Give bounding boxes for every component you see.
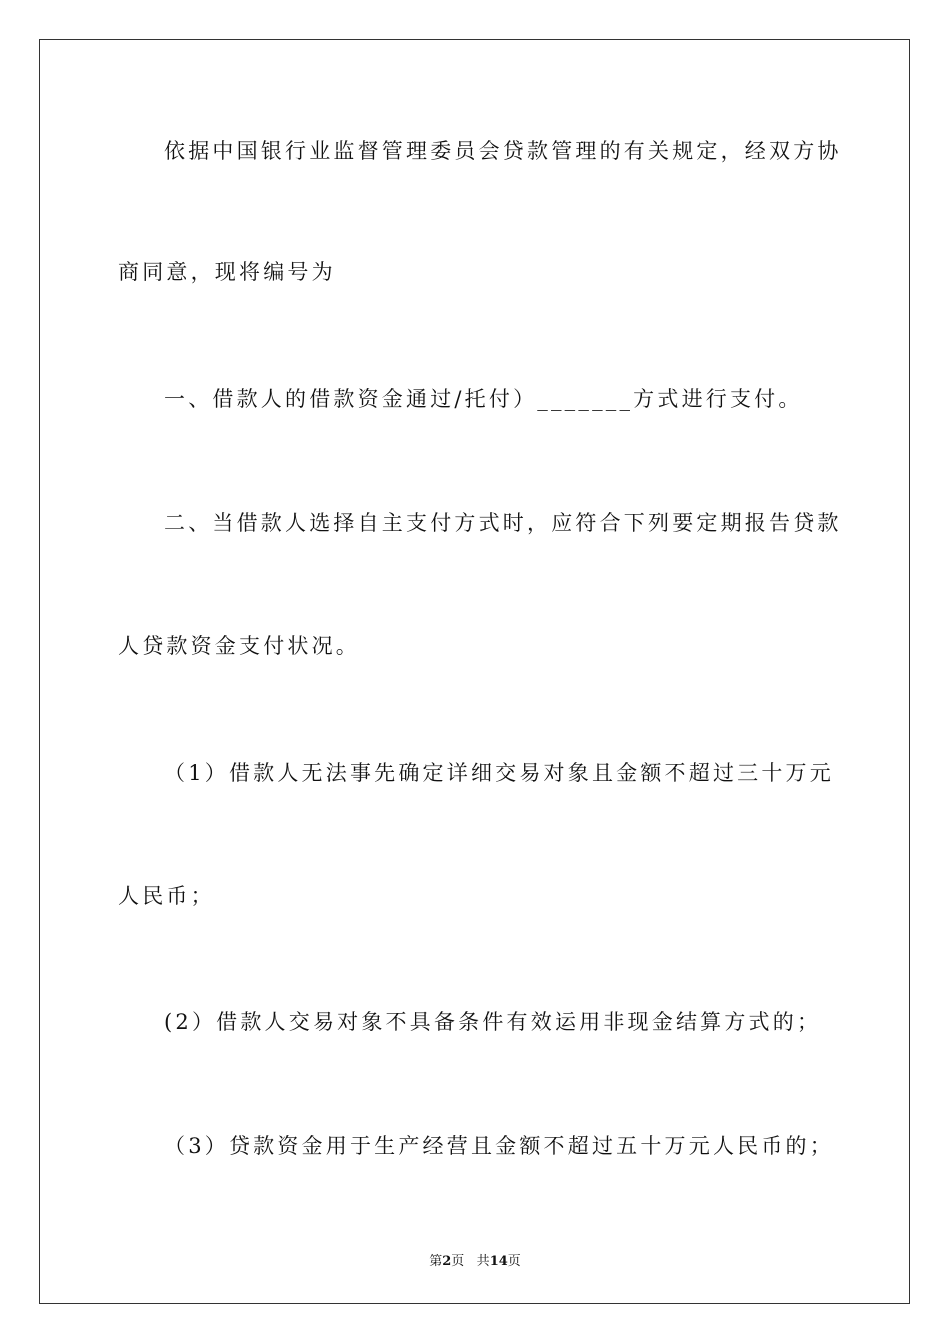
paragraph-line-5: 人贷款资金支付状况。 [118,634,360,658]
footer-total-suffix: 页 [507,1254,521,1269]
paragraph-line-3: 一、借款人的借款资金通过/托付）_______方式进行支付。 [164,387,803,411]
footer-page-prefix: 第 [429,1254,443,1269]
page-border [39,39,910,1304]
footer-total-prefix: 共 [476,1254,490,1269]
paragraph-line-7: 人民币； [118,884,215,908]
footer-page-suffix: 页 [451,1254,465,1269]
page-footer [0,1250,950,1269]
paragraph-line-9: （3）贷款资金用于生产经营且金额不超过五十万元人民币的； [164,1134,834,1158]
footer-total-pages: 14 [489,1254,508,1269]
paragraph-line-2: 商同意，现将编号为 [118,260,336,284]
paragraph-line-1: 依据中国银行业监督管理委员会贷款管理的有关规定，经双方协 [164,139,842,163]
paragraph-line-6: （1）借款人无法事先确定详细交易对象且金额不超过三十万元 [164,761,834,785]
footer-page-number: 2 [442,1254,452,1269]
paragraph-line-4: 二、当借款人选择自主支付方式时，应符合下列要定期报告贷款 [164,511,842,535]
paragraph-line-8: (2）借款人交易对象不具备条件有效运用非现金结算方式的； [164,1010,822,1034]
